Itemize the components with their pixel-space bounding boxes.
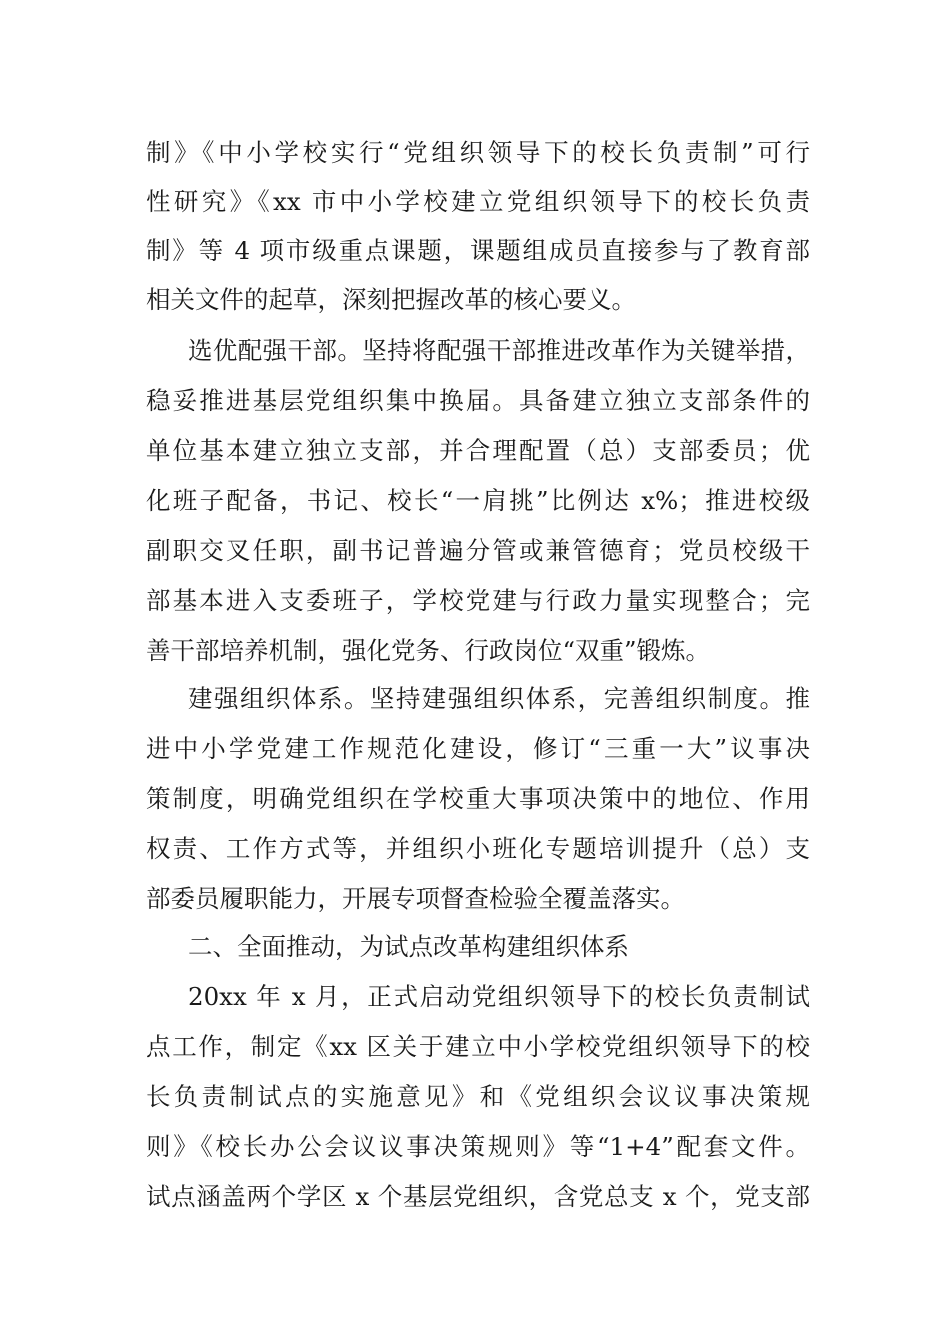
text-line: 制》《中小学校实行“党组织领导下的校长负责制”可行	[146, 138, 810, 167]
text-line: 性研究》《xx 市中小学校建立党组织领导下的校长负责	[146, 187, 810, 216]
text-line: 稳妥推进基层党组织集中换届。具备建立独立支部条件的	[146, 386, 810, 415]
text-line: 点工作，制定《xx 区关于建立中小学校党组织领导下的校	[146, 1032, 810, 1061]
section-heading: 二、全面推动，为试点改革构建组织体系	[188, 932, 629, 961]
text-line: 相关文件的起草，深刻把握改革的核心要义。	[146, 285, 636, 314]
text-line: 副职交叉任职，副书记普遍分管或兼管德育；党员校级干	[146, 536, 810, 565]
text-line: 善干部培养机制，强化党务、行政岗位“双重”锻炼。	[146, 636, 711, 665]
text-line: 策制度，明确党组织在学校重大事项决策中的地位、作用	[146, 784, 810, 813]
text-line: 权责、工作方式等，并组织小班化专题培训提升（总）支	[146, 834, 810, 863]
text-line: 化班子配备，书记、校长“一肩挑”比例达 x%；推进校级	[146, 486, 810, 515]
text-line: 进中小学党建工作规范化建设，修订“三重一大”议事决	[146, 734, 810, 763]
text-line: 制》等 4 项市级重点课题，课题组成员直接参与了教育部	[146, 236, 810, 265]
text-line: 部基本进入支委班子，学校党建与行政力量实现整合；完	[146, 586, 810, 615]
text-line: 20xx 年 x 月，正式启动党组织领导下的校长负责制试	[188, 982, 810, 1011]
text-line: 试点涵盖两个学区 x 个基层党组织，含党总支 x 个，党支部	[146, 1182, 810, 1211]
text-line: 单位基本建立独立支部，并合理配置（总）支部委员；优	[146, 436, 810, 465]
paragraph-heading-line: 建强组织体系。坚持建强组织体系，完善组织制度。推	[188, 684, 810, 713]
text-line: 则》《校长办公会议议事决策规则》等“1+4”配套文件。	[146, 1132, 810, 1161]
text-line: 部委员履职能力，开展专项督查检验全覆盖落实。	[146, 884, 685, 913]
paragraph-heading-line: 选优配强干部。坚持将配强干部推进改革作为关键举措，	[188, 336, 810, 365]
text-line: 长负责制试点的实施意见》和《党组织会议议事决策规	[146, 1082, 810, 1111]
